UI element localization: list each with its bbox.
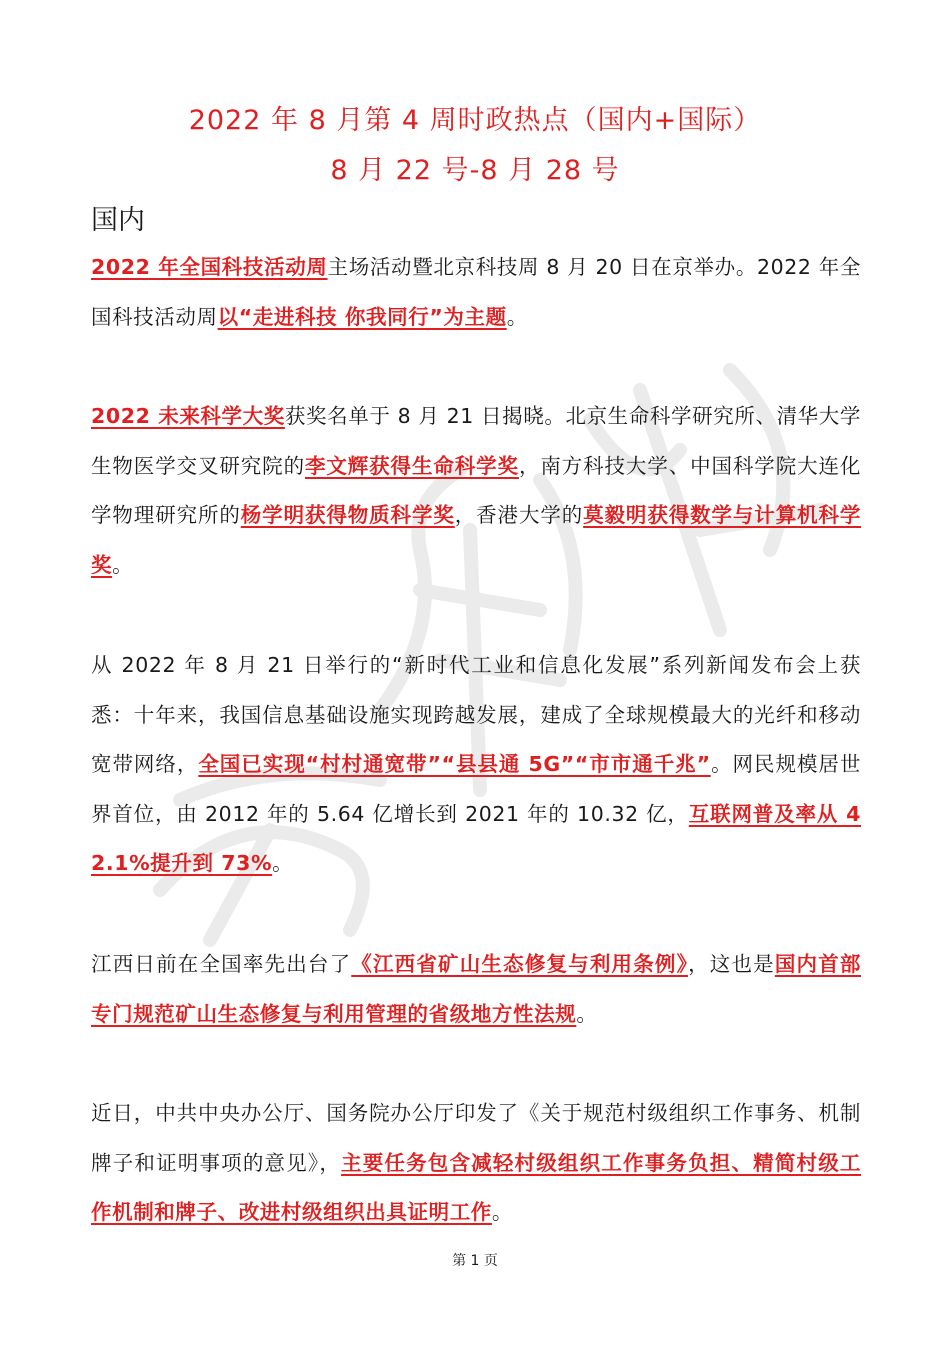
highlighted-keypoint: 以“走进科技 你我同行”为主题 (217, 304, 507, 329)
body-text: ，香港大学的 (454, 503, 584, 527)
highlighted-keypoint: 2022 未来科学大奖 (91, 404, 285, 428)
body-text: 从 2022 年 8 月 21 日举行的“新时代工业和信息化发展”系列新闻发布会上获悉：十年来，我国信息基础设施实现跨越发展，建成了全球规模最大的光纤和移动宽带网络， (91, 653, 861, 776)
body-text: 江西日前在全国率先出台了 (91, 952, 352, 976)
news-paragraph (91, 243, 861, 342)
body-text: 。 (112, 552, 134, 577)
highlighted-keypoint: 全国已实现“村村通宽带”“县县通 5G”“市市通千兆” (198, 752, 711, 776)
document-date-range: 8 月 22 号-8 月 28 号 (330, 155, 620, 186)
highlighted-keypoint: 2022 年全国科技活动周 (91, 255, 328, 279)
highlighted-keypoint: 李文辉获得生命科学奖 (304, 453, 519, 478)
body-text: ，南方科技大学、中国科学院大连化学物理研究所的 (91, 453, 861, 527)
body-text: ，这也是 (688, 952, 775, 976)
highlighted-keypoint: 主要任务包含减轻村级组织工作事务负担、精简村级工作机制和牌子、改进村级组织出具证明工作 (91, 1150, 861, 1224)
news-paragraph (91, 392, 861, 590)
body-text: 。 (506, 304, 528, 329)
body-text: 主场活动暨北京科技周 8 月 20 日在京举办。2022 年全国科技活动周 (91, 255, 861, 329)
section-heading-domestic: 国内 (91, 205, 145, 236)
highlighted-keypoint: 国内首部专门规范矿山生态修复与利用管理的省级地方性法规 (91, 952, 861, 1026)
highlighted-keypoint: 互联网普及率从 42.1%提升到 73% (91, 801, 861, 875)
page-number: 第 1 页 (452, 1253, 498, 1269)
body-text: 。 (272, 851, 294, 875)
body-text: 。网民规模居世界首位，由 2012 年的 5.64 亿增长到 2021 年的 10.32 亿， (91, 752, 861, 826)
highlighted-keypoint: 莫毅明获得数学与计算机科学奖 (91, 503, 861, 577)
body-text: 。 (491, 1200, 514, 1224)
highlighted-keypoint: 杨学明获得物质科学奖 (240, 503, 455, 527)
news-paragraph (91, 641, 861, 889)
body-text: 获奖名单于 8 月 21 日揭晓。北京生命科学研究所、清华大学生物医学交叉研究院的 (91, 404, 862, 478)
news-paragraph (91, 1089, 861, 1238)
news-paragraph (91, 940, 861, 1039)
document-title: 2022 年 8 月第 4 周时政热点（国内+国际） (188, 105, 762, 136)
body-text: 。 (576, 1001, 598, 1026)
highlighted-keypoint: 《江西省矿山生态修复与利用条例》 (351, 952, 689, 976)
body-text: 近日，中共中央办公厅、国务院办公厅印发了《关于规范村级组织工作事务、机制牌子和证明事项的意见》， (91, 1101, 861, 1175)
